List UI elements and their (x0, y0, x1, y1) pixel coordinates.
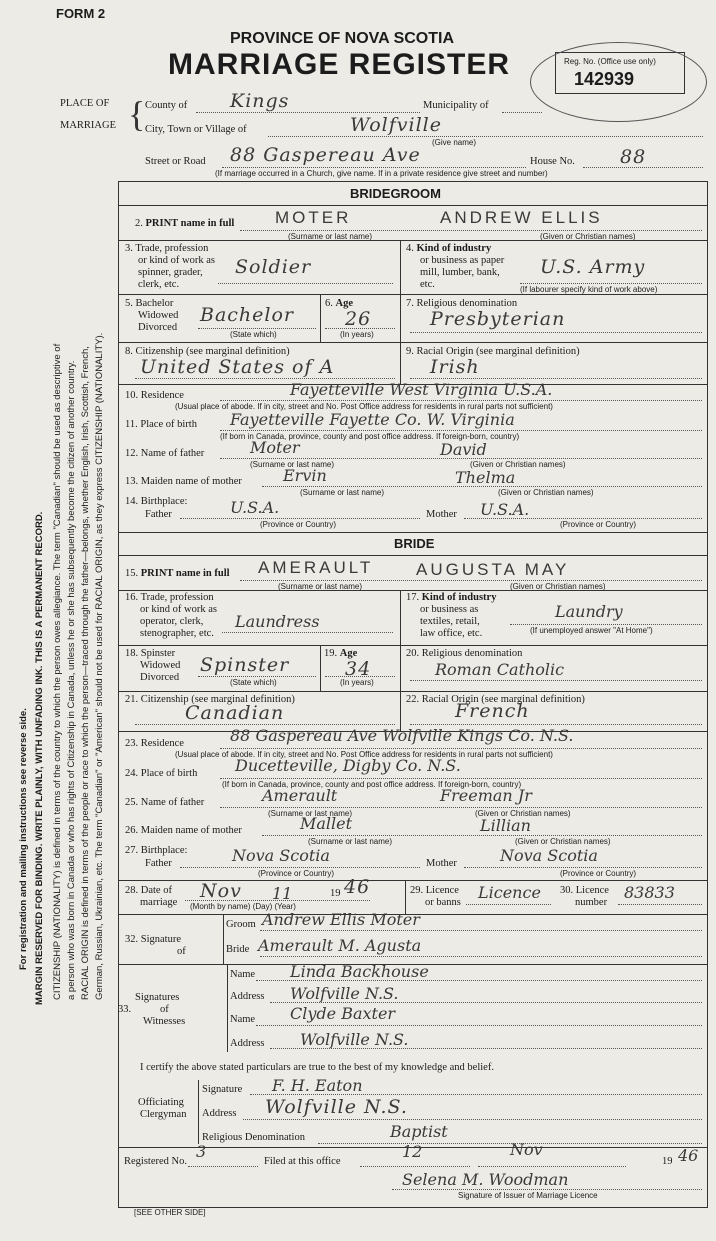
province-heading: PROVINCE OF NOVA SCOTIA (230, 30, 455, 47)
sidebar-citizenship-def-1: CITIZENSHIP (NATIONALITY) is defined in terms of the country to which the person owes allegiance. The term "Canadian" should be used as descriptive of (52, 343, 63, 1000)
sidebar-racial-def-2: German, Russian, Ukrainian, etc. The term "Canadian" or "American" should not be used for RACIAL ORIGIN, as they express CITIZENSHIP (NATIONALITY). (94, 332, 105, 1000)
marriage-day: 11 (272, 884, 293, 903)
licence-or-banns: Licence (478, 883, 541, 902)
bride-surname: AMERAULT (258, 558, 374, 577)
groom-industry: U.S. Army (540, 256, 646, 278)
sidebar-racial-def-1: RACIAL ORIGIN is defined in terms of the people or race to which the person—traced through the father—belongs, whether English, Irish, Scottish, French, (80, 346, 91, 1000)
bride-mother-given: Lillian (480, 816, 531, 835)
labourer-note: (If labourer specify kind of work above) (520, 285, 658, 294)
witness2-address: Wolfville N.S. (300, 1030, 409, 1049)
groom-age: 26 (345, 308, 372, 330)
witness1-address: Wolfville N.S. (290, 984, 399, 1003)
bride-status: Spinster (200, 654, 290, 676)
city-label: City, Town or Village of (145, 124, 247, 135)
issuer-signature: Selena M. Woodman (402, 1170, 569, 1189)
marriage-register-form: For registration and mailing instructions see reverse side. MARGIN RESERVED FOR BINDING. WRITE PLAINLY, WITH UNFADING INK. THIS IS A PERMANENT RECORD. CITIZENSHIP (NATIONALITY) is defined in terms of the country to which the person owes allegiance. The term "Canadian" should be used as descriptive of a person who was born in Canada or who has rights of Citizenship in Canada, unless he or she has subsequently become the citizen of another country. RACIAL ORIGIN is defined in terms of the people or race to which the person—traced through the father—belongs, whether English, Irish, Scottish, French, German, Russian, Ukrainian, etc. The term "Canadian" or "American" should not be used for RACIAL ORIGIN, as they express CITIZENSHIP (NATIONALITY). FORM 2 PROVINCE OF NOVA SCOTIA MARRIAGE REGISTER Reg. No. (Office use only) 142939 PLACE OF MARRIAGE { County of Kings Municipality of City, Town or Village of Wolfville (Give name) Street or Road 88 Gaspereau Ave House No. 88 (If marriage occurred in a Church, give name. If in a private residence give street and number) BRIDEGROOM 2. PRINT name in full MOTER ANDREW ELLIS (Surname or last name) (Given or Christian names) 3. Trade, profession or kind of work as spinner, grader, clerk, etc. Soldier 4. Kind of industry or business as paper mill, lumber, bank, etc. U.S. Army (If labourer specify kind of work above) 5. Bachelor Widowed Divorced Bachelor (State which) 6. Age 26 (In years) 7. Religious denomination Presbyterian 8. Citizenship (see marginal definition) United States of A 9. Racial Origin (see marginal definition) Irish 10. Residence Fayetteville West Virginia U.S.A. (Usual place of abode. If in city, street and No. Post Office address for residents in rural parts not sufficient) 11. Place of birth Fayetteville Fayette Co. W. Virginia (If born in Canada, province, county and post office address. If foreign-born, country) 12. Name of father Moter David (Surname or last name) (Given or Christian names) 13. Maiden name of mother Ervin Thelma (Surname or last name) (Given or Christian names) 14. Birthplace: Father U.S.A. (Province or Country) Mother U.S.A. (Province or Country) BRIDE 15. PRINT name in full AMERAULT AUGUSTA MAY (Surname or last name) (Given or Christian names) 16. Trade, profession or kind of work as operator, clerk, stenographer, etc. Laundress 17. Kind of industry or business as textiles, retail, law office, etc. Laundry (If unemployed answer "At Home") 18. Spinster Widowed Divorced Spinster (State which) 19. Age 34 (In years) 20. Religious denomination Roman Catholic 21. Citizenship (see marginal definition) Canadian 22. Racial Origin (see marginal definition) French 23. Residence 88 Gaspereau Ave Wolfville Kings Co. N.S. (Usual place of abode. If in city, street and No. Post Office address for residents in rural parts not sufficient) 24. Place of birth Ducetteville, Digby Co. N.S. (If born in Canada, province, county and post office address. If foreign-born, country) 25. Name of father Amerault Freeman Jr (Surname or last name) (Given or Christian names) 26. Maiden name of mother Mallet Lillian (Surname or last name) (Given or Christian names) 27. Birthplace: Father Nova Scotia (Province or Country) Mother Nova Scotia (Province or Country) 28. Date of marriage Nov 11 19 46 (Month by name) (Day) (Year) 29. Licence or banns Licence 30. Licence number 83833 32. Signature of Groom Andrew Ellis Moter Bride Amerault M. Agusta Signatures of 33. Witnesses Name Linda Backhouse Address Wolfville N.S. Name Clyde Baxter Address Wolfville N.S. I certify the above stated particulars are true to the best of my knowledge and belief. Officiating Clergyman Signature F. H. Eaton Address Wolfville N.S. Religious Denomination Baptist Registered No. 3 Filed at this office 12 Nov 19 46 Selena M. Woodman Signature of Issuer of Marriage Licence [SEE OTHER SIDE] (0, 0, 716, 1241)
bride-racial: French (455, 700, 530, 722)
see-other-side-note: [SEE OTHER SIDE] (134, 1208, 206, 1217)
issuer-note: Signature of Issuer of Marriage Licence (458, 1191, 598, 1200)
groom-given-caption: (Given or Christian names) (540, 232, 636, 241)
bride-age: 34 (345, 658, 372, 680)
groom-racial: Irish (430, 356, 480, 378)
clergy-denomination: Baptist (390, 1122, 448, 1141)
county-label: County of (145, 100, 188, 111)
marriage-year-prefix: 19 (330, 888, 341, 899)
groom-birthplace: Fayetteville Fayette Co. W. Virginia (230, 410, 515, 429)
brace: { (128, 94, 146, 134)
groom-given: ANDREW ELLIS (440, 208, 603, 227)
groom-print-label: PRINT name in full (145, 218, 235, 229)
groom-trade: Soldier (235, 256, 312, 278)
witness1-name: Linda Backhouse (290, 962, 429, 981)
bride-father-given: Freeman Jr (440, 786, 532, 805)
place-label-2: MARRIAGE (60, 120, 117, 131)
bride-trade: Laundress (235, 612, 320, 631)
bride-religion: Roman Catholic (435, 660, 565, 679)
registered-month: Nov (510, 1140, 543, 1159)
street-note: (If marriage occurred in a Church, give name. If in a private residence give street and number) (215, 169, 548, 178)
bride-citizenship: Canadian (185, 702, 285, 724)
marriage-month: Nov (200, 880, 242, 902)
registered-year: 46 (678, 1146, 699, 1165)
groom-religion: Presbyterian (430, 308, 566, 330)
sidebar-instructions: For registration and mailing instructions see reverse side. (18, 708, 29, 970)
groom-mother-surname: Ervin (283, 466, 327, 485)
street-label: Street or Road (145, 156, 206, 167)
bride-signature: Amerault M. Agusta (258, 936, 422, 955)
witness2-name: Clyde Baxter (290, 1004, 396, 1023)
form-number: FORM 2 (56, 6, 106, 21)
city-value: Wolfville (350, 114, 442, 136)
sidebar-citizenship-def-2: a person who was born in Canada or who has rights of Citizenship in Canada, unless he or she has subsequently become the citizen of another country. (66, 360, 77, 1000)
groom-mother-given: Thelma (455, 468, 516, 487)
groom-father-birthplace: U.S.A. (230, 498, 280, 517)
bride-industry: Laundry (555, 602, 623, 621)
marriage-year: 46 (344, 876, 371, 898)
groom-status: Bachelor (200, 304, 295, 326)
stamp-oval (530, 42, 707, 122)
groom-signature: Andrew Ellis Moter (262, 910, 420, 929)
house-label: House No. (530, 156, 575, 167)
bride-father-surname: Amerault (262, 786, 338, 805)
street-value: 88 Gaspereau Ave (230, 144, 421, 166)
sidebar-margin-note: MARGIN RESERVED FOR BINDING. WRITE PLAINLY, WITH UNFADING INK. THIS IS A PERMANENT RECORD. (34, 511, 45, 1005)
registered-number: 3 (196, 1142, 207, 1161)
bride-mother-birthplace: Nova Scotia (500, 846, 598, 865)
groom-father-given: David (440, 440, 487, 459)
registered-day: 12 (402, 1142, 423, 1161)
groom-surname: MOTER (275, 208, 352, 227)
county-value: Kings (230, 90, 290, 112)
clergy-signature: F. H. Eaton (272, 1076, 363, 1095)
page-title: MARRIAGE REGISTER (168, 48, 511, 81)
groom-father-surname: Moter (250, 438, 300, 457)
municipality-label: Municipality of (423, 100, 489, 111)
bride-mother-surname: Mallet (300, 814, 353, 833)
groom-citizenship: United States of A (140, 356, 335, 378)
bride-father-birthplace: Nova Scotia (232, 846, 330, 865)
reg-number: 142939 (574, 69, 635, 89)
house-value: 88 (620, 146, 647, 168)
certify-statement: I certify the above stated particulars are true to the best of my knowledge and belief. (140, 1062, 494, 1073)
reg-number-label: Reg. No. (Office use only) (564, 57, 656, 66)
groom-residence: Fayetteville West Virginia U.S.A. (290, 380, 553, 399)
bride-header: BRIDE (394, 536, 435, 551)
groom-mother-birthplace: U.S.A. (480, 500, 530, 519)
groom-surname-caption: (Surname or last name) (288, 232, 373, 241)
bride-birthplace: Ducetteville, Digby Co. N.S. (235, 756, 461, 775)
give-name-note: (Give name) (432, 138, 477, 147)
place-label-1: PLACE OF (60, 98, 110, 109)
bridegroom-header: BRIDEGROOM (350, 186, 441, 201)
bride-residence: 88 Gaspereau Ave Wolfville Kings Co. N.S. (230, 726, 574, 745)
clergy-address: Wolfville N.S. (265, 1096, 408, 1118)
bride-given: AUGUSTA MAY (416, 560, 570, 579)
licence-number: 83833 (624, 883, 675, 902)
